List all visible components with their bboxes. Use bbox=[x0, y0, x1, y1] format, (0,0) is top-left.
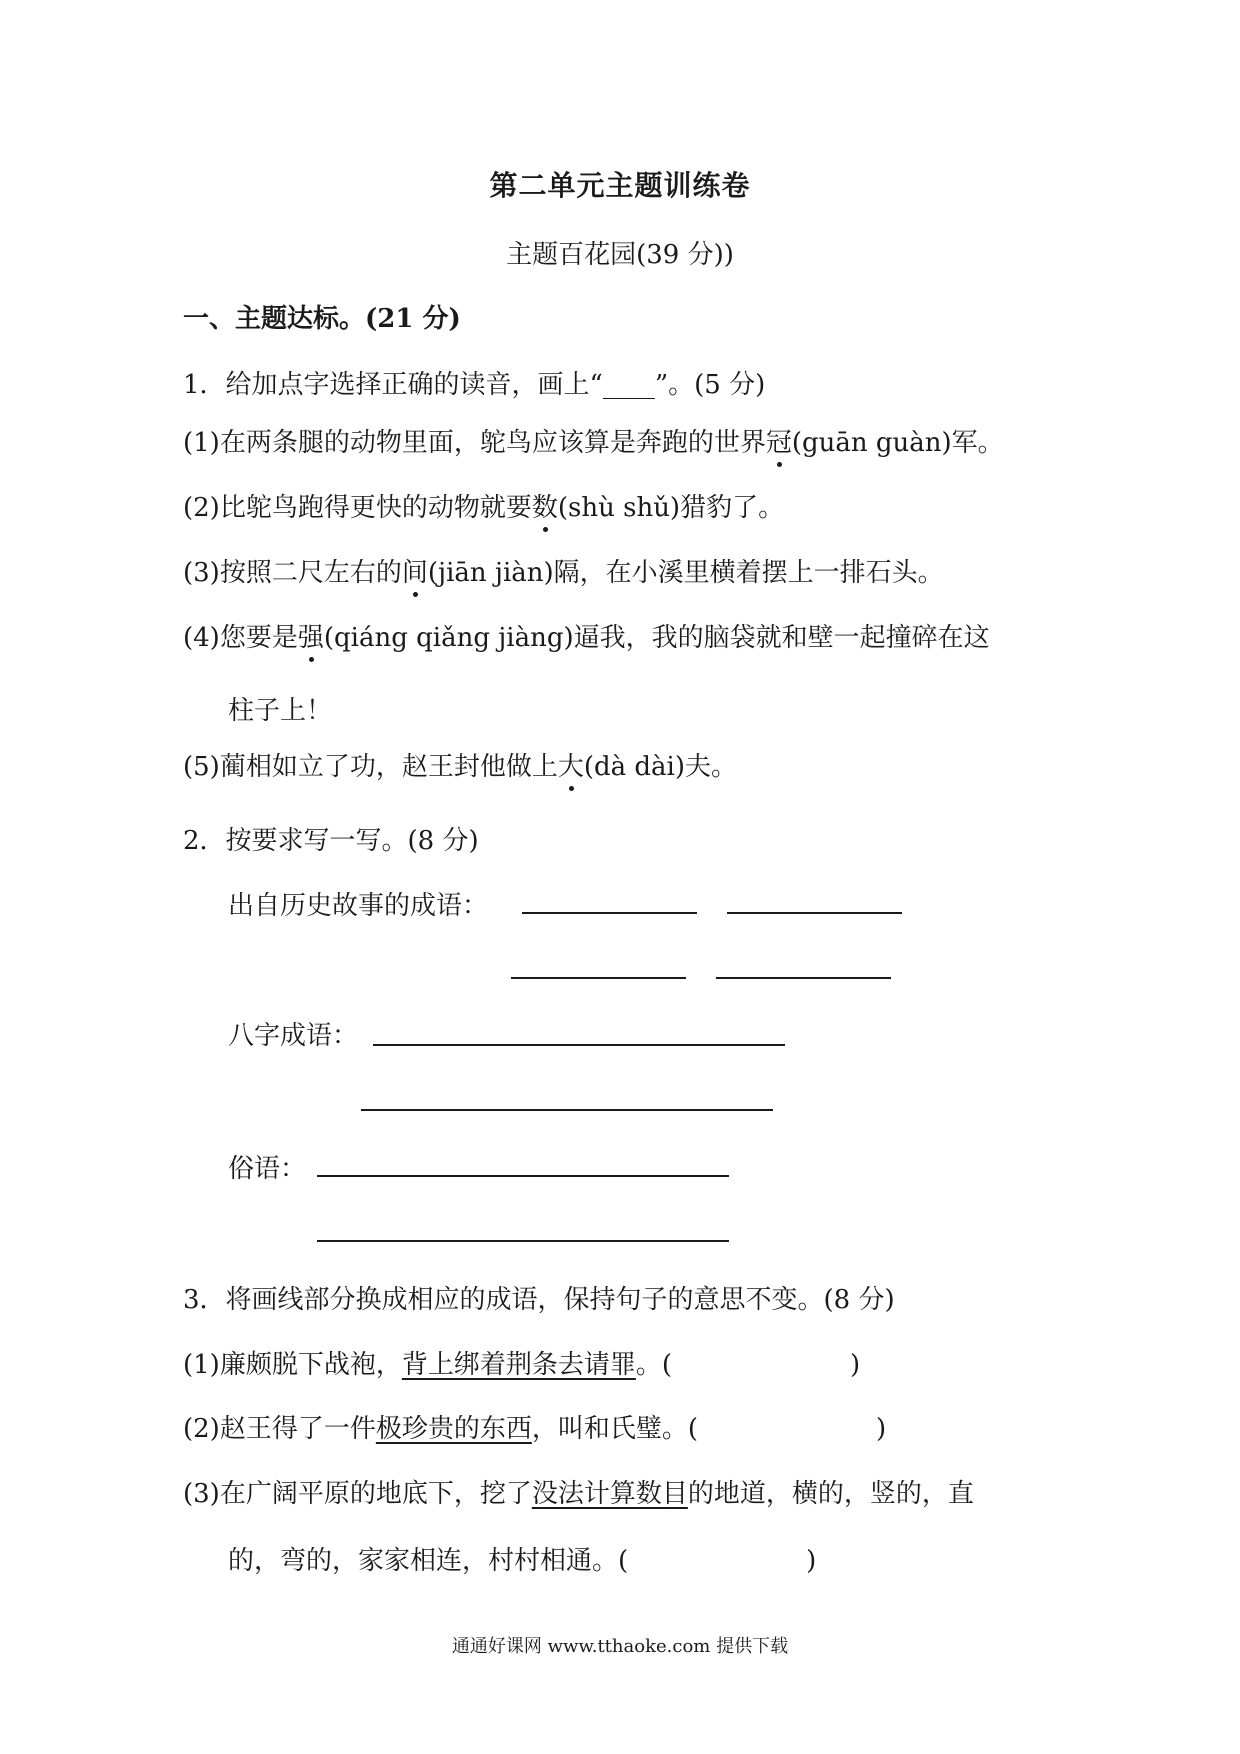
item-text: (2)赵王得了一件 bbox=[183, 1414, 376, 1444]
footer-credit: 通通好课网 www.tthaoke.com 提供下载 bbox=[451, 1636, 789, 1657]
dotted-char: 数 bbox=[532, 487, 558, 524]
question-1-item-4 bbox=[183, 617, 990, 654]
question-1-heading: 1．给加点字选择正确的读音，画上“____”。(5 分) bbox=[183, 370, 766, 400]
question-3-item-3 bbox=[183, 1473, 974, 1510]
item-text: 的，弯的，家家相连，村村相通。( bbox=[228, 1546, 629, 1576]
answer-blank[interactable] bbox=[511, 977, 686, 979]
question-3-heading: 3．将画线部分换成相应的成语，保持句子的意思不变。(8 分) bbox=[183, 1285, 895, 1315]
item-text: (2)比鸵鸟跑得更快的动物就要 bbox=[183, 493, 532, 523]
underlined-phrase: 背上绑着荆条去请罪 bbox=[401, 1350, 636, 1380]
question-3-item-2 bbox=[183, 1408, 886, 1445]
dotted-char: 冠 bbox=[766, 422, 792, 459]
proverb-label: 俗语： bbox=[228, 1154, 307, 1184]
closing-paren: ) bbox=[876, 1414, 887, 1444]
pinyin-options: (qiáng qiǎng jiàng)逼我，我的脑袋就和壁一起撞碎在这 bbox=[323, 623, 990, 653]
pinyin-options: (shù shǔ)猎豹了。 bbox=[557, 493, 785, 523]
question-1-item-3 bbox=[183, 552, 944, 589]
item-text: 。( bbox=[635, 1350, 673, 1380]
pinyin-options: (jiān jiàn)隔，在小溪里横着摆上一排石头。 bbox=[427, 558, 944, 588]
item-text: (3)按照二尺左右的 bbox=[183, 558, 402, 588]
question-1-item-5 bbox=[183, 746, 737, 783]
underlined-phrase: 没法计算数目 bbox=[531, 1479, 688, 1509]
underlined-phrase: 极珍贵的东西 bbox=[375, 1414, 532, 1444]
item-text: 的地道，横的，竖的，直 bbox=[687, 1479, 974, 1509]
item-text: (4)您要是 bbox=[183, 623, 298, 653]
question-2-heading: 2．按要求写一写。(8 分) bbox=[183, 826, 479, 856]
answer-blank[interactable] bbox=[727, 912, 902, 914]
question-1-item-1 bbox=[183, 422, 1004, 459]
dotted-char: 大 bbox=[558, 746, 584, 783]
answer-blank[interactable] bbox=[716, 977, 891, 979]
answer-blank[interactable] bbox=[373, 1044, 785, 1046]
dotted-char: 强 bbox=[298, 617, 324, 654]
item-text: (5)蔺相如立了功，赵王封他做上 bbox=[183, 752, 558, 782]
question-3-item-3-continuation bbox=[228, 1540, 816, 1577]
question-1-item-4-continuation: 柱子上！ bbox=[228, 696, 333, 726]
question-3-item-1 bbox=[183, 1344, 860, 1381]
answer-blank[interactable] bbox=[317, 1240, 729, 1242]
pinyin-options: (guān guàn)军。 bbox=[791, 428, 1004, 458]
item-text: (3)在广阔平原的地底下，挖了 bbox=[183, 1479, 532, 1509]
closing-paren: ) bbox=[806, 1546, 817, 1576]
dotted-char: 间 bbox=[402, 552, 428, 589]
page-title: 第二单元主题训练卷 bbox=[489, 169, 751, 202]
page-subtitle: 主题百花园(39 分)) bbox=[506, 240, 734, 270]
pinyin-options: (dà dài)夫。 bbox=[583, 752, 738, 782]
idiom-history-label: 出自历史故事的成语： bbox=[228, 891, 489, 921]
section-1-heading: 一、主题达标。(21 分) bbox=[183, 304, 461, 334]
question-1-item-2 bbox=[183, 487, 784, 524]
item-text: (1)在两条腿的动物里面，鸵鸟应该算是奔跑的世界 bbox=[183, 428, 766, 458]
eight-char-idiom-label: 八字成语： bbox=[228, 1021, 359, 1051]
item-text: ，叫和氏璧。( bbox=[531, 1414, 699, 1444]
answer-blank[interactable] bbox=[317, 1175, 729, 1177]
closing-paren: ) bbox=[850, 1350, 861, 1380]
answer-blank[interactable] bbox=[522, 912, 697, 914]
answer-blank[interactable] bbox=[361, 1109, 773, 1111]
item-text: (1)廉颇脱下战袍， bbox=[183, 1350, 402, 1380]
